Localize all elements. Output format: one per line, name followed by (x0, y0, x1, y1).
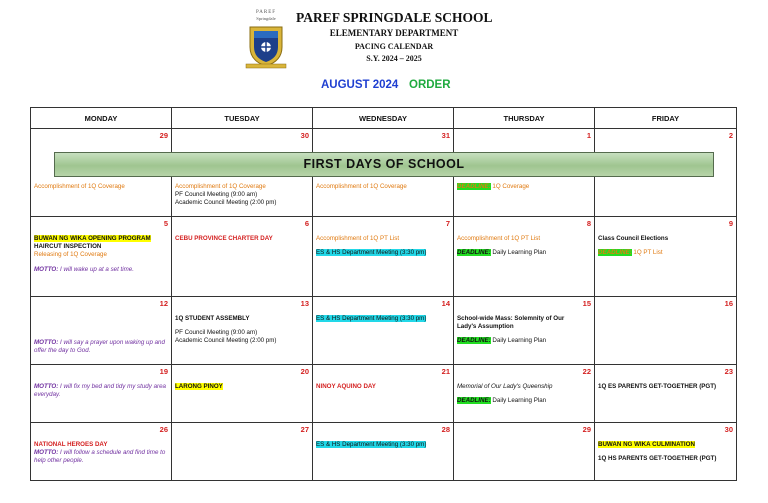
week-row (31, 423, 737, 481)
day-number: 21 (441, 367, 450, 376)
motto-text: MOTTO: I will follow a schedule and find time to help other people. (34, 449, 166, 465)
day-number: 30 (300, 131, 309, 140)
deadline-event (454, 337, 594, 345)
motto-text: MOTTO: I will fix my bed and tidy my study area everyday. (34, 383, 166, 399)
event-text: Lady's Assumption (457, 323, 514, 331)
event-text: HAIRCUT INSPECTION (34, 243, 102, 251)
deadline-event (454, 397, 594, 405)
day-cell (595, 297, 737, 365)
event-text: LARONG PINOY (175, 383, 223, 390)
deadline-label: DEADLINE: (457, 397, 491, 405)
event-text: Accomplishment of 1Q Coverage (316, 183, 407, 190)
event-text: 1Q STUDENT ASSEMBLY (175, 315, 250, 322)
event-text: Daily Learning Plan (492, 337, 547, 345)
motto-text: MOTTO: I will wake up at a set time. (34, 265, 134, 273)
day-number: 30 (724, 425, 733, 434)
event-text: ES & HS Department Meeting (3:30 pm) (316, 249, 427, 257)
day-cell (172, 217, 313, 297)
logo-text-sub: Springdale (256, 16, 276, 21)
event-text: ES & HS Department Meeting (3:30 pm) (316, 441, 427, 448)
event-text: Daily Learning Plan (492, 397, 547, 405)
day-number: 26 (159, 425, 168, 434)
day-number: 29 (582, 425, 591, 434)
day-number: 12 (159, 299, 168, 308)
day-number: 16 (724, 299, 733, 308)
event-text: Accomplishment of 1Q Coverage (34, 183, 125, 190)
day-number: 20 (300, 367, 309, 376)
day-number: 29 (159, 131, 168, 140)
weekday-header-tuesday: TUESDAY (172, 108, 313, 129)
day-cell (313, 217, 454, 297)
event-text: CEBU PROVINCE CHARTER DAY (175, 235, 273, 242)
week-row (31, 365, 737, 423)
day-cell (595, 217, 737, 297)
day-number: 7 (445, 219, 450, 228)
event-text: NINOY AQUINO DAY (316, 383, 376, 390)
event-text: Accomplishment of 1Q Coverage (175, 183, 266, 190)
day-number: 2 (728, 131, 733, 140)
day-cell (31, 297, 172, 365)
day-cell (172, 423, 313, 481)
event-text: Accomplishment of 1Q PT List (457, 235, 541, 242)
day-number: 1 (586, 131, 591, 140)
school-name: PAREF SPRINGDALE SCHOOL (296, 10, 493, 25)
deadline-label: DEADLINE: (457, 337, 491, 345)
event-text: ES & HS Department Meeting (3:30 pm) (316, 315, 427, 322)
day-cell (172, 297, 313, 365)
month-title: AUGUST 2024 (321, 79, 399, 91)
first-days-banner: FIRST DAYS OF SCHOOL (54, 152, 714, 177)
deadline-event (454, 183, 594, 191)
week-row (31, 297, 737, 365)
day-number: 27 (300, 425, 309, 434)
day-number: 19 (159, 367, 168, 376)
day-number: 13 (300, 299, 309, 308)
day-number: 14 (441, 299, 450, 308)
day-number: 28 (441, 425, 450, 434)
day-cell (454, 297, 595, 365)
school-year: S.Y. 2024 – 2025 (366, 54, 422, 63)
event-text: Memorial of Our Lady's Queenship (457, 383, 553, 390)
weekday-header-thursday: THURSDAY (454, 108, 595, 129)
order-label: ORDER (409, 79, 451, 91)
event-text: 1Q Coverage (492, 183, 530, 190)
deadline-label: DEADLINE: (598, 249, 632, 257)
day-cell (595, 365, 737, 423)
day-cell (172, 365, 313, 423)
day-number: 9 (728, 219, 733, 228)
deadline-event (595, 249, 736, 257)
event-text: PF Council Meeting (9:00 am) (175, 191, 258, 199)
day-cell (454, 217, 595, 297)
event-text: Academic Council Meeting (2:00 pm) (175, 199, 277, 207)
logo-text-top: PAREF (255, 10, 277, 15)
event-text: NATIONAL HEROES DAY (34, 441, 108, 448)
event-text: 1Q PT List (633, 249, 663, 257)
event-text: School-wide Mass: Solemnity of Our (457, 315, 565, 322)
day-cell (313, 423, 454, 481)
day-cell (454, 423, 595, 481)
day-number: 8 (586, 219, 591, 228)
event-text: Accomplishment of 1Q PT List (316, 235, 400, 242)
day-cell (31, 217, 172, 297)
weekday-header-friday: FRIDAY (595, 108, 737, 129)
department-name: ELEMENTARY DEPARTMENT (329, 28, 459, 38)
calendar-header (0, 0, 768, 104)
deadline-label: DEADLINE: (457, 183, 491, 190)
motto-text: MOTTO: I will say a prayer upon waking up and offer the day to God. (34, 339, 165, 355)
weekday-header-wednesday: WEDNESDAY (313, 108, 454, 129)
day-cell (31, 365, 172, 423)
event-text: Class Council Elections (598, 235, 669, 242)
document-title: PACING CALENDAR (354, 42, 434, 51)
event-text: Academic Council Meeting (2:00 pm) (175, 337, 277, 345)
day-number: 5 (163, 219, 168, 228)
weekday-header-row (31, 108, 737, 129)
day-cell (31, 423, 172, 481)
event-text: Daily Learning Plan (492, 249, 547, 257)
event-text: BUWAN NG WIKA CULMINATION (598, 441, 695, 448)
event-text: 1Q HS PARENTS GET-TOGETHER (PGT) (598, 455, 717, 463)
day-cell (313, 365, 454, 423)
deadline-event (454, 249, 594, 257)
day-number: 15 (582, 299, 591, 308)
week-row (31, 217, 737, 297)
day-cell (454, 365, 595, 423)
day-cell (313, 297, 454, 365)
weekday-header-monday: MONDAY (31, 108, 172, 129)
day-number: 22 (582, 367, 591, 376)
event-text: PF Council Meeting (9:00 am) (175, 329, 258, 337)
event-text: 1Q ES PARENTS GET-TOGETHER (PGT) (598, 383, 717, 390)
day-number: 31 (441, 131, 450, 140)
deadline-label: DEADLINE: (457, 249, 491, 257)
event-text: BUWAN NG WIKA OPENING PROGRAM (34, 235, 151, 242)
event-text: Releasing of 1Q Coverage (34, 251, 107, 259)
day-cell (595, 423, 737, 481)
day-number: 23 (724, 367, 733, 376)
day-number: 6 (304, 219, 309, 228)
